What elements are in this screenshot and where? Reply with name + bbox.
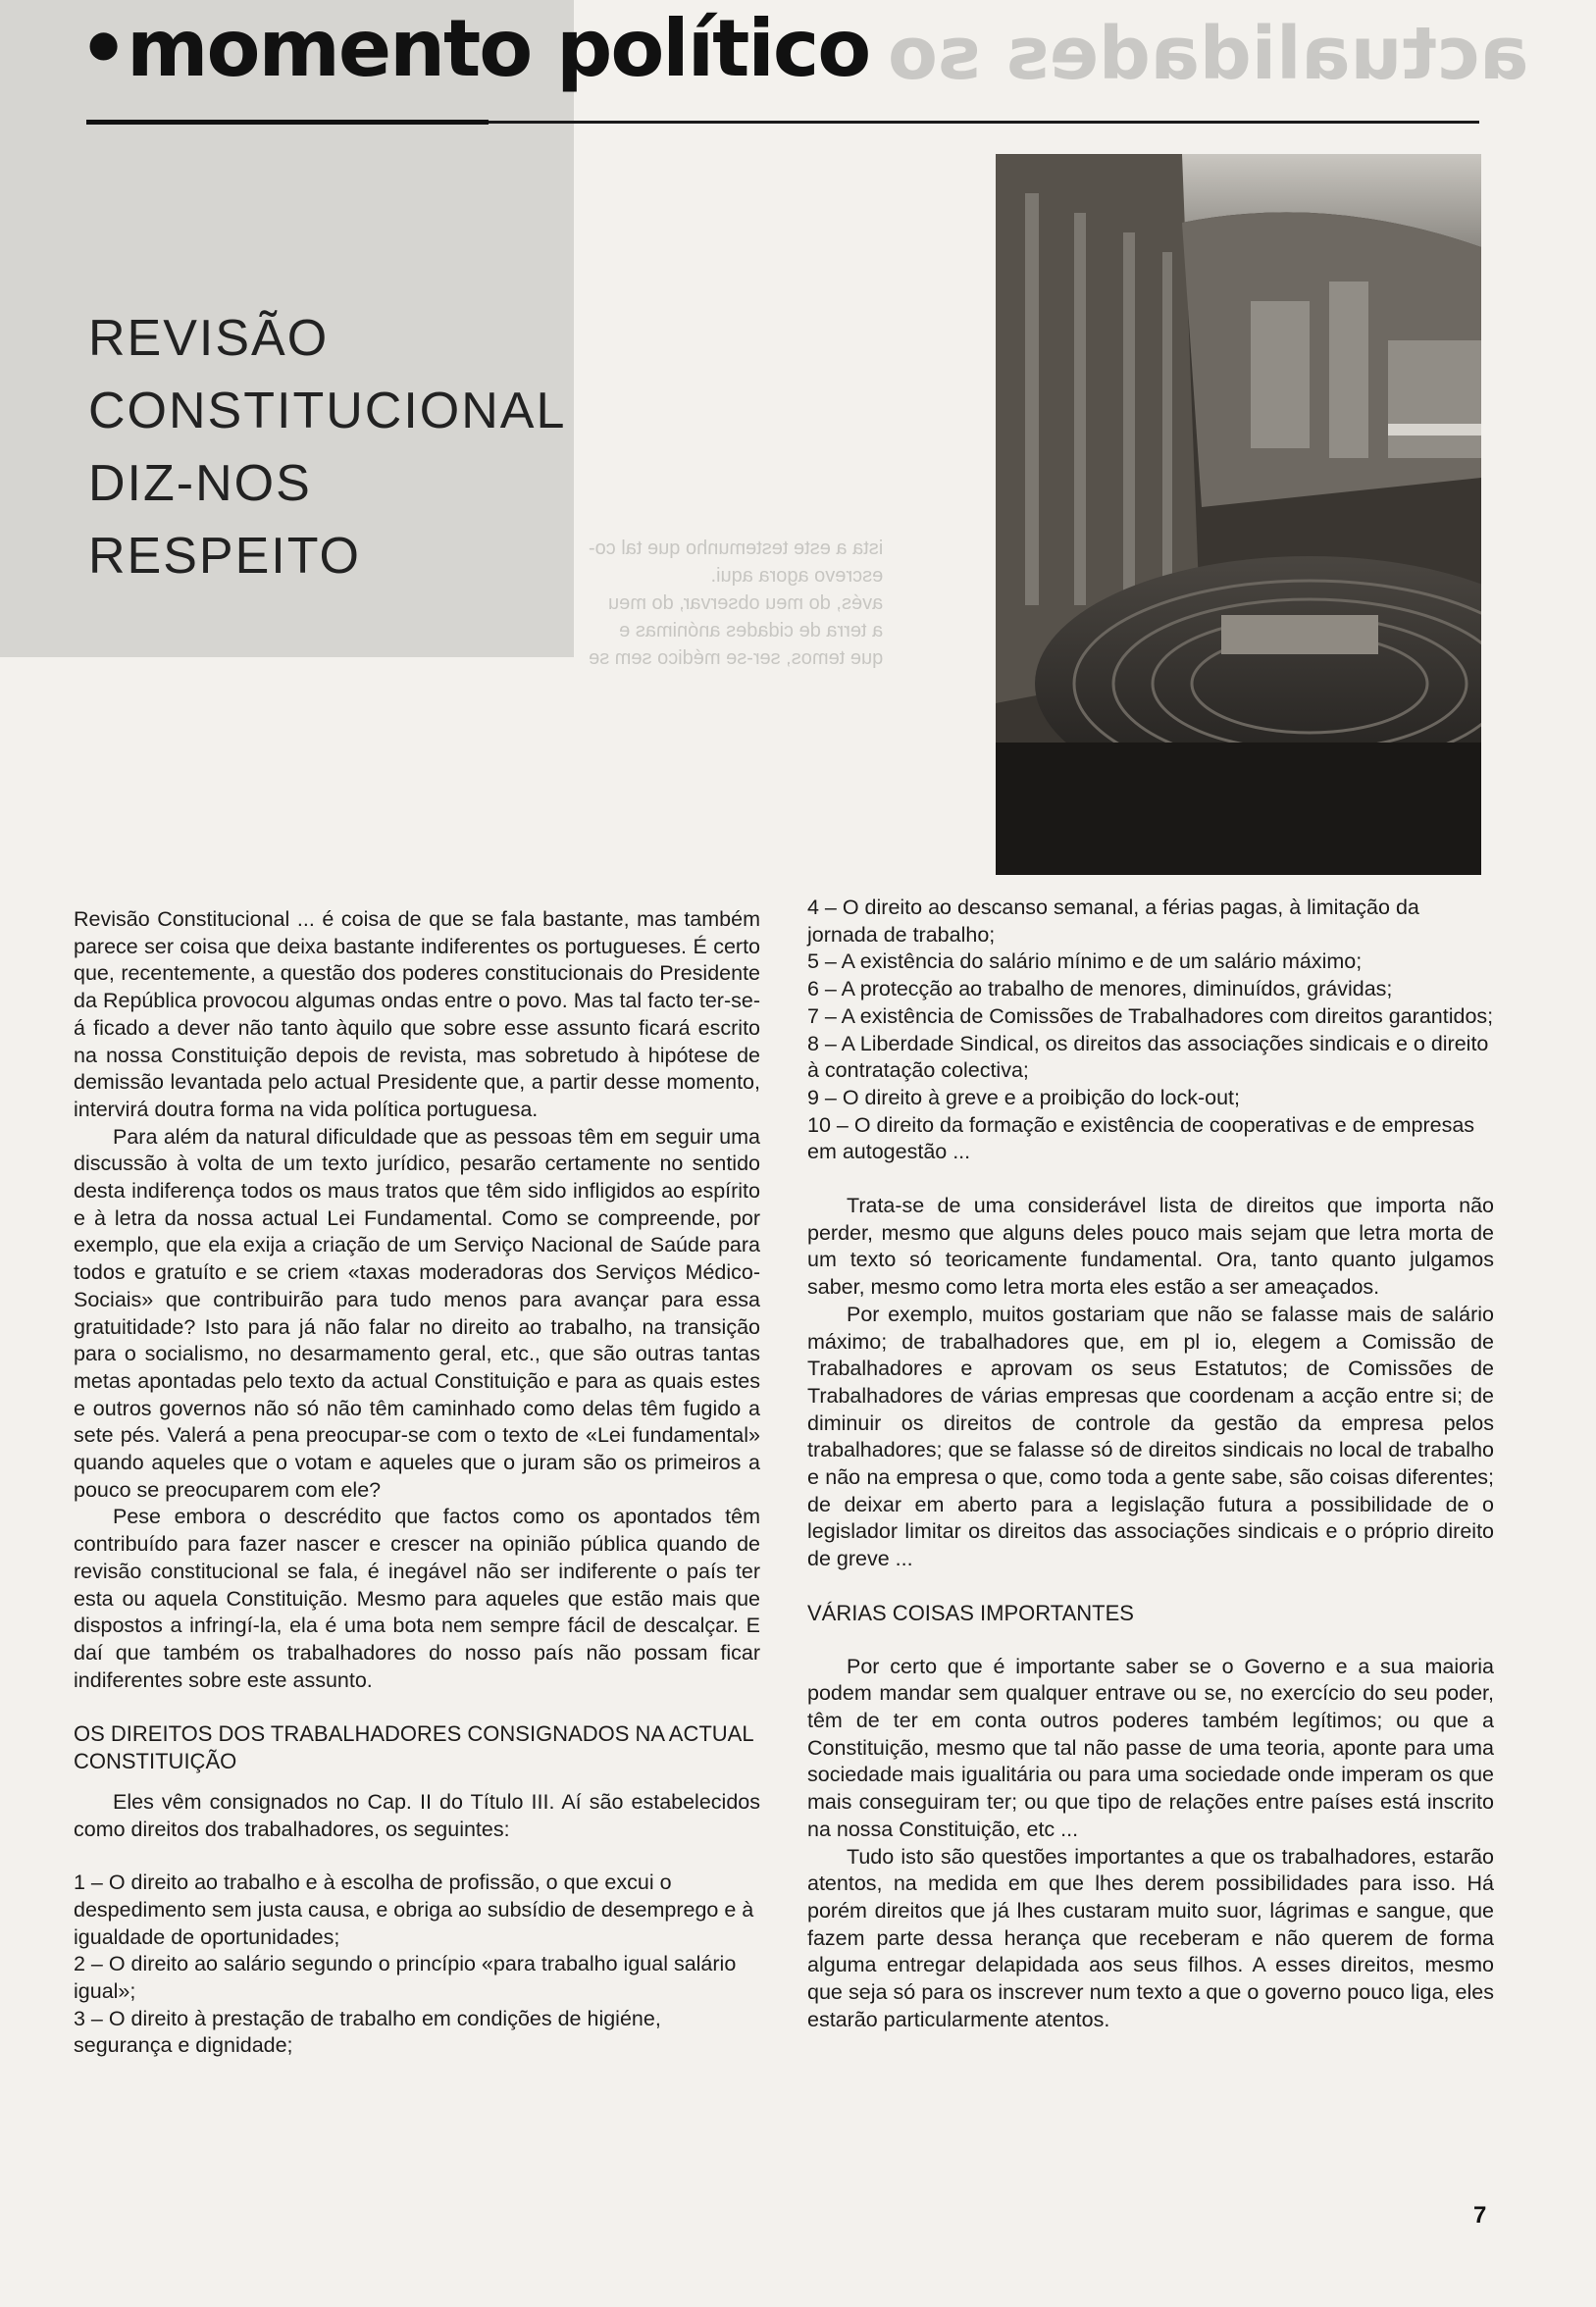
page-number: 7: [1473, 2202, 1487, 2229]
paragraph: Trata-se de uma considerável lista de direitos que importa não perder, mesmo que alguns deles pouco mais sejam que letra morta de um texto só teoricamente fundamental. Ora, tanto quanto julgamos saber, mesmo como letra morta eles estão a ser ameaçados.: [807, 1194, 1494, 1300]
rights-list-item: 1 – O direito ao trabalho e à escolha de profissão, o que excui o despedimento sem justa causa, e obriga ao subsídio de desemprego e à igualdade de oportunidades;: [74, 1871, 754, 1949]
bleed-through-title: actualidades so: [888, 12, 1529, 96]
rights-list-item: 6 – A protecção ao trabalho de menores, diminuídos, grávidas;: [807, 977, 1393, 1001]
paragraph: Revisão Constitucional ... é coisa de que se fala bastante, mas também parece ser coisa que deixa bastante indiferentes os portugueses. É certo que, recentemente, a questão dos poderes constitucionais do Presidente da República provocou algumas ondas entre o povo. Mas tal facto ter-se-á ficado a dever não tanto àquilo que sobre esse assunto ficará escrito na nossa Constituição depois de revista, mas sobretudo à hipótese de demissão levantada pelo actual Presidente que, a partir desse momento, intervirá doutra forma na vida política portuguesa.: [74, 907, 760, 1121]
rights-list-item: 7 – A existência de Comissões de Trabalhadores com direitos garantidos;: [807, 1003, 1494, 1028]
subheading-workers-rights: OS DIREITOS DOS TRABALHADORES CONSIGNADOS NA ACTUAL CONSTITUIÇÃO: [74, 1721, 753, 1774]
paragraph: Por exemplo, muitos gostariam que não se falasse mais de salário máximo; de trabalhadores que, em pl io, elegem a Comissão de Trabalhadores e aprovam os seus Estatutos; de Comissões de Trabalhadores de várias empresas que coordenam a acção entre si; de diminuir os direitos de controle da gestão da empresa pelos trabalhadores; que se falasse só de direitos sindicais no local de trabalho e não na empresa o que, como toda a gente sabe, são coisas diferentes; de deixar em aberto para a legislação futura a possibilidade de o legislador limitar os direitos das associações sindicais e o próprio direito de greve ...: [807, 1302, 1494, 1571]
section-title: •momento político: [78, 3, 870, 94]
rights-list-item: 8 – A Liberdade Sindical, os direitos das associações sindicais e o direito à contratação colectiva;: [807, 1031, 1489, 1083]
title-underline: [86, 120, 489, 125]
paragraph: Tudo isto são questões importantes a que os trabalhadores, estarão atentos, na medida em que lhes derem possibilidades para isso. Há porém direitos que já lhes custaram muito suor, lágrimas e sangue, que fazem parte dessa herança que receberam e não querem de forma alguma entregar delapidada aos seus filhos. A esses direitos, mesmo que seja só para os inscrever num texto a que o governo pouco liga, eles estarão particularmente atentos.: [807, 1844, 1494, 2031]
left-column: [74, 906, 760, 2060]
article-headline: [88, 302, 566, 592]
headline-line: CONSTITUCIONAL: [88, 383, 567, 439]
rights-list-item: 4 – O direito ao descanso semanal, a férias pagas, à limitação da jornada de trabalho;: [807, 896, 1419, 947]
parliament-photo-illustration: [996, 154, 1481, 875]
parliament-chamber-photo: [996, 154, 1481, 875]
right-column: [807, 895, 1494, 2033]
headline-line: DIZ-NOS: [88, 455, 312, 512]
headline-line: RESPEITO: [88, 528, 362, 585]
rights-list-item: 9 – O direito à greve e a proibição do lock-out;: [807, 1085, 1241, 1109]
paragraph: Por certo que é importante saber se o Governo e a sua maioria podem mandar sem qualquer entrave ou se, no exercício do seu poder, têm de ter em conta outros poderes também legítimos; ou que a Constituição, mesmo que tal não passe de uma teoria, aponte para uma sociedade mais igualitária ou para uma sociedade onde imperam os que mais conseguiram ter; ou que tipo de relações entre países está inscrito na nossa Constituição, etc ...: [807, 1654, 1494, 1841]
paragraph: Eles vêm consignados no Cap. II do Título III. Aí são estabelecidos como direitos dos trabalhadores, os seguintes:: [74, 1789, 760, 1841]
headline-line: REVISÃO: [88, 310, 330, 367]
rights-list-item: 5 – A existência do salário mínimo e de um salário máximo;: [807, 949, 1363, 974]
header-rule: [489, 121, 1479, 124]
paragraph: Para além da natural dificuldade que as pessoas têm em seguir uma discussão à volta de um texto jurídico, pesarão certamente no sentido desta indiferença todos os maus tratos que têm sido infligidos ao espírito e à letra da nossa actual Lei Fundamental. Como se compreende, por exemplo, que ela exija a criação de um Serviço Nacional de Saúde para todos e gratuíto e se criem «taxas moderadoras dos Serviços Médico-Sociais» que contribuirão para tudo menos para avançar para essa gratuitidade? Isto para já não falar no direito ao trabalho, na transição para o socialismo, no desarmamento geral, etc., que são outras tantas metas apontadas pelo texto da actual Constituição e para as quais estes e outros governos não só não têm caminhado como delas têm fugido a sete pés. Valerá a pena preocupar-se com o texto de «Lei fundamental» quando aqueles que o votam e aqueles que o juram são os primeiros a pouco se preocuparem com ele?: [74, 1124, 760, 1502]
rights-list-item: 10 – O direito da formação e existência de cooperativas e de empresas em autogestão ...: [807, 1112, 1475, 1164]
rights-list-item: 3 – O direito à prestação de trabalho em condições de higiéne, segurança e dignidade;: [74, 2006, 661, 2058]
rights-list-item: 2 – O direito ao salário segundo o princípio «para trabalho igual salário igual»;: [74, 1952, 737, 2004]
paragraph: Pese embora o descrédito que factos como os apontados têm contribuído para fazer nascer e crescer na opinião pública quando de revisão constitucional se fala, é inegável não ser indiferente o país ter esta ou aquela Constituição. Mesmo para aqueles que estão mais que dispostos a infringí-la, ela é uma bota nem sempre fácil de descalçar. E daí que também os trabalhadores do nosso país não possam ficar indiferentes sobre este assunto.: [74, 1505, 760, 1692]
subheading-important-things: VÁRIAS COISAS IMPORTANTES: [807, 1600, 1134, 1625]
bleed-through-text: ista a este testemunho que tal co- escrevo agora aqui. avés, do meu observar, do meu a terra de cidades anónimas e que temos, ser-se médico sem se: [589, 538, 884, 669]
